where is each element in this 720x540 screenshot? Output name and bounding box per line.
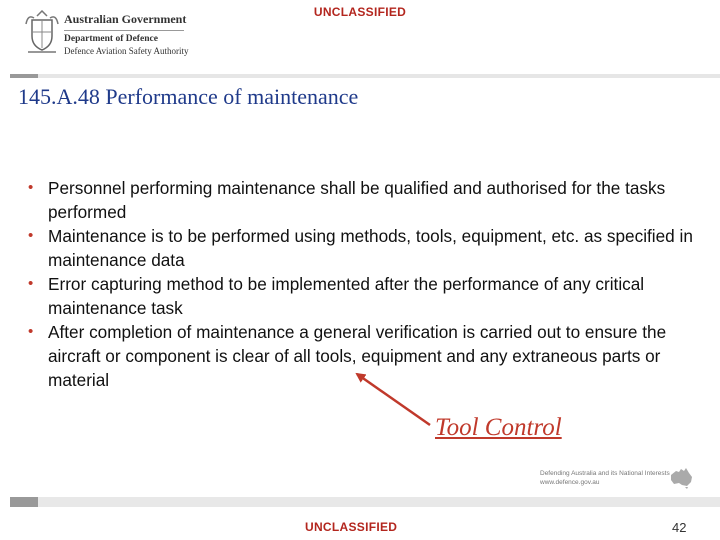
bullet-dot-icon: • <box>28 227 34 244</box>
bullet-text: Personnel performing maintenance shall be qualified and authorised for the tasks performed <box>48 178 666 222</box>
tool-control-annotation: Tool Control <box>435 414 562 441</box>
logo-authority-text: Defence Aviation Safety Authority <box>64 46 189 56</box>
footer-divider <box>10 497 720 507</box>
bullet-text: Maintenance is to be performed using methods, tools, equipment, etc. as specified in maintenance data <box>48 226 693 270</box>
footer-tagline <box>540 469 670 487</box>
bullet-dot-icon: • <box>28 179 34 196</box>
bullet-dot-icon: • <box>28 323 34 340</box>
bullet-text: Error capturing method to be implemented after the performance of any critical maintenance task <box>48 274 645 318</box>
page-number: 42 <box>672 520 687 535</box>
classification-header: UNCLASSIFIED <box>313 5 407 19</box>
bullet-dot-icon: • <box>28 275 34 292</box>
slide-title: 145.A.48 Performance of maintenance <box>18 84 359 109</box>
footer-tagline-text: Defending Australia and its National Interests <box>540 470 670 477</box>
logo-department-text: Department of Defence <box>64 34 158 44</box>
footer-divider-accent <box>10 497 38 507</box>
bullet-text: After completion of maintenance a general verification is carried out to ensure the aircraft or component is clear of all tools, equipment and any extraneous parts or material <box>48 322 667 390</box>
logo-government-text: Australian Government <box>64 12 187 26</box>
classification-footer: UNCLASSIFIED <box>305 520 398 534</box>
footer-url-text: www.defence.gov.au <box>540 479 600 486</box>
australia-map-icon <box>668 466 694 490</box>
